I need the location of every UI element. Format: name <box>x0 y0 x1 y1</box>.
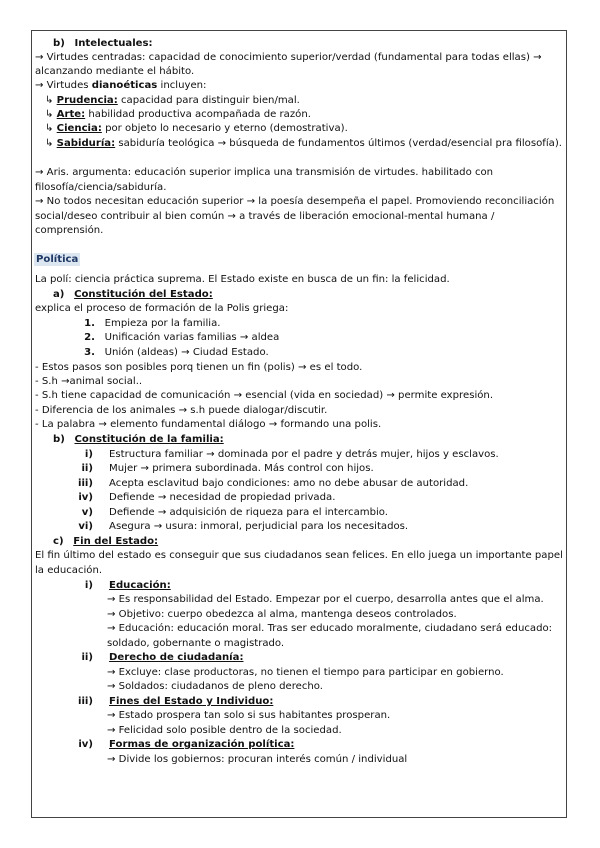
list-number: iv) <box>78 492 93 503</box>
item-heading: Derecho de ciudadanía: <box>109 652 244 663</box>
roman-heading <box>77 652 244 664</box>
item-detail <box>107 594 544 606</box>
text-run <box>64 536 74 547</box>
list-number: 1. <box>84 318 95 329</box>
text-run: → Virtudes <box>35 80 92 91</box>
numbered-step <box>81 318 220 330</box>
list-letter: b) <box>53 38 65 49</box>
item-heading: Fines del Estado y Individuo: <box>109 696 274 707</box>
roman-item <box>77 521 408 533</box>
item-detail <box>107 609 457 621</box>
roman-heading <box>77 696 273 708</box>
text-run <box>95 332 105 343</box>
text-line <box>35 80 206 92</box>
text-run: → Divide los gobiernos: procuran interés común / individual <box>107 754 408 765</box>
list-number: v) <box>81 507 93 518</box>
roman-item <box>77 478 468 490</box>
page-section-title <box>34 254 80 266</box>
item-detail <box>107 710 390 722</box>
text-run: → Excluye: clase productoras, no tienen el tiempo para participar en gobierno. <box>107 667 504 678</box>
text-run: - S.h tiene capacidad de comunicación → esencial (vida en sociedad) → permite expresión. <box>35 390 494 401</box>
item-detail <box>107 725 342 737</box>
text-run: Acepta esclavitud bajo condiciones: amo no debe abusar de autoridad. <box>109 478 469 489</box>
text-run <box>93 463 109 474</box>
virtue-item <box>45 109 311 121</box>
roman-item <box>77 492 335 504</box>
text-run: Empieza por la familia. <box>104 318 221 329</box>
heading-a <box>53 289 213 301</box>
item-heading: Formas de organización política: <box>109 739 295 750</box>
text-run: habilidad productiva acompañada de razón. <box>85 109 311 120</box>
list-letter: c) <box>53 536 64 547</box>
text-run: Defiende → necesidad de propiedad privada. <box>109 492 336 503</box>
text-run: → Objetivo: cuerpo obedezca al alma, mantenga deseos controlados. <box>107 609 457 620</box>
text-run <box>95 347 105 358</box>
text-run: → Felicidad solo posible dentro de la sociedad. <box>107 725 342 736</box>
item-detail <box>107 638 284 650</box>
text-run: - Estos pasos son posibles porq tienen un fin (polis) → es el todo. <box>35 362 363 373</box>
text-run: Mujer → primera subordinada. Más control con hijos. <box>109 463 374 474</box>
virtue-term: Sabiduría: <box>56 138 116 149</box>
text-run <box>93 739 109 750</box>
section-heading: Intelectuales: <box>74 38 153 49</box>
list-letter: a) <box>53 289 65 300</box>
list-number: 3. <box>84 347 95 358</box>
text-line <box>35 167 493 179</box>
roman-heading <box>77 580 171 592</box>
text-run: → Educación: educación moral. Tras ser educado moralmente, ciudadano será educado: <box>107 623 553 634</box>
note-line <box>35 376 142 388</box>
text-run: → Es responsabilidad del Estado. Empezar por el cuerpo, desarrolla antes que el alma. <box>107 594 544 605</box>
text-run: ↳ <box>45 95 57 106</box>
heading-b <box>53 434 224 446</box>
list-number: i) <box>84 580 93 591</box>
item-detail <box>107 667 504 679</box>
virtue-term: Ciencia: <box>56 123 102 134</box>
text-run: alcanzando mediante el hábito. <box>35 66 195 77</box>
roman-heading <box>77 739 294 751</box>
virtue-term: Prudencia: <box>56 95 118 106</box>
text-line <box>35 565 102 577</box>
text-run: comprensión. <box>35 225 104 236</box>
text-run: soldado, gobernante o magistrado. <box>107 638 285 649</box>
text-run: incluyen: <box>157 80 207 91</box>
text-line <box>35 211 494 223</box>
text-run <box>93 652 109 663</box>
roman-item <box>77 507 388 519</box>
text-run: social/deseo contribuir al bien común → a través de liberación emocional-mental humana / <box>35 211 495 222</box>
text-line <box>35 182 166 194</box>
text-run: - La palabra → elemento fundamental diálogo → formando una polis. <box>35 419 382 430</box>
text-run: ↳ <box>45 123 57 134</box>
list-letter: b) <box>53 434 65 445</box>
text-run <box>93 580 109 591</box>
list-number: ii) <box>81 463 93 474</box>
text-run: Asegura → usura: inmoral, perjudicial para los necesitados. <box>109 521 409 532</box>
list-number: vi) <box>78 521 93 532</box>
item-detail <box>107 754 407 766</box>
subsection-heading: Constitución del Estado: <box>74 289 213 300</box>
section-title-politica: Política <box>36 254 79 265</box>
virtue-item <box>45 138 562 150</box>
text-run <box>64 289 74 300</box>
text-run: El fin último del estado es conseguir que sus ciudadanos sean felices. En ello juega un importante papel <box>35 550 563 561</box>
subsection-heading: Constitución de la familia: <box>74 434 224 445</box>
text-run: - Diferencia de los animales → s.h puede dialogar/discutir. <box>35 405 328 416</box>
text-run: → Aris. argumenta: educación superior implica una transmisión de virtudes. habilitado con <box>35 167 494 178</box>
text-run <box>93 507 109 518</box>
note-line <box>35 390 493 402</box>
text-run <box>93 478 109 489</box>
item-detail <box>107 681 323 693</box>
text-run: Unión (aldeas) → Ciudad Estado. <box>104 347 269 358</box>
document-page <box>31 30 567 818</box>
list-number: 2. <box>84 332 95 343</box>
text-run: sabiduría teológica → búsqueda de fundamentos últimos (verdad/esencial pra filosofía). <box>115 138 562 149</box>
text-line <box>35 196 554 208</box>
text-run <box>93 492 109 503</box>
text-run: ↳ <box>45 109 57 120</box>
virtue-item <box>45 123 348 135</box>
text-run: filosofía/ciencia/sabiduría. <box>35 182 167 193</box>
virtue-term: Arte: <box>56 109 86 120</box>
list-number: ii) <box>81 652 93 663</box>
list-number: i) <box>84 449 93 460</box>
heading-intelectuales <box>53 38 153 50</box>
list-number: iv) <box>78 739 93 750</box>
numbered-step <box>81 332 279 344</box>
text-run: capacidad para distinguir bien/mal. <box>117 95 300 106</box>
text-line <box>35 52 542 64</box>
note-line <box>35 405 327 417</box>
text-run <box>95 318 105 329</box>
text-run: por objeto lo necesario y eterno (demostrativa). <box>101 123 348 134</box>
text-run: explica el proceso de formación de la Polis griega: <box>35 303 289 314</box>
item-heading: Educación: <box>109 580 171 591</box>
note-line <box>35 362 362 374</box>
note-line <box>35 419 381 431</box>
list-number: iii) <box>78 696 93 707</box>
text-run: - S.h →animal social.. <box>35 376 143 387</box>
text-run <box>93 449 109 460</box>
roman-item <box>77 463 374 475</box>
heading-c <box>53 536 158 548</box>
text-run: La polí: ciencia práctica suprema. El Estado existe en busca de un fin: la felicidad. <box>35 274 450 285</box>
text-run: → No todos necesitan educación superior → la poesía desempeña el papel. Promoviendo reconciliación <box>35 196 555 207</box>
text-run <box>93 696 109 707</box>
text-run: → Estado prospera tan solo si sus habitantes prosperan. <box>107 710 391 721</box>
text-run: ↳ <box>45 138 57 149</box>
text-run: → Soldados: ciudadanos de pleno derecho. <box>107 681 324 692</box>
text-line <box>35 303 288 315</box>
numbered-step <box>81 347 269 359</box>
virtue-item <box>45 95 300 107</box>
text-run: dianoéticas <box>91 80 158 91</box>
text-run: la educación. <box>35 565 103 576</box>
list-number: iii) <box>78 478 93 489</box>
text-line <box>35 274 450 286</box>
text-line <box>35 225 103 237</box>
roman-item <box>77 449 499 461</box>
text-run: Unificación varias familias → aldea <box>104 332 280 343</box>
text-line <box>35 550 563 562</box>
text-run: Estructura familiar → dominada por el padre y detrás mujer, hijos y esclavos. <box>109 449 499 460</box>
subsection-heading: Fin del Estado: <box>73 536 159 547</box>
text-run: Defiende → adquisición de riqueza para el intercambio. <box>109 507 389 518</box>
text-run <box>93 521 109 532</box>
item-detail <box>107 623 552 635</box>
text-line <box>35 66 194 78</box>
text-run: → Virtudes centradas: capacidad de conocimiento superior/verdad (fundamental para todas ellas) → <box>35 52 542 63</box>
